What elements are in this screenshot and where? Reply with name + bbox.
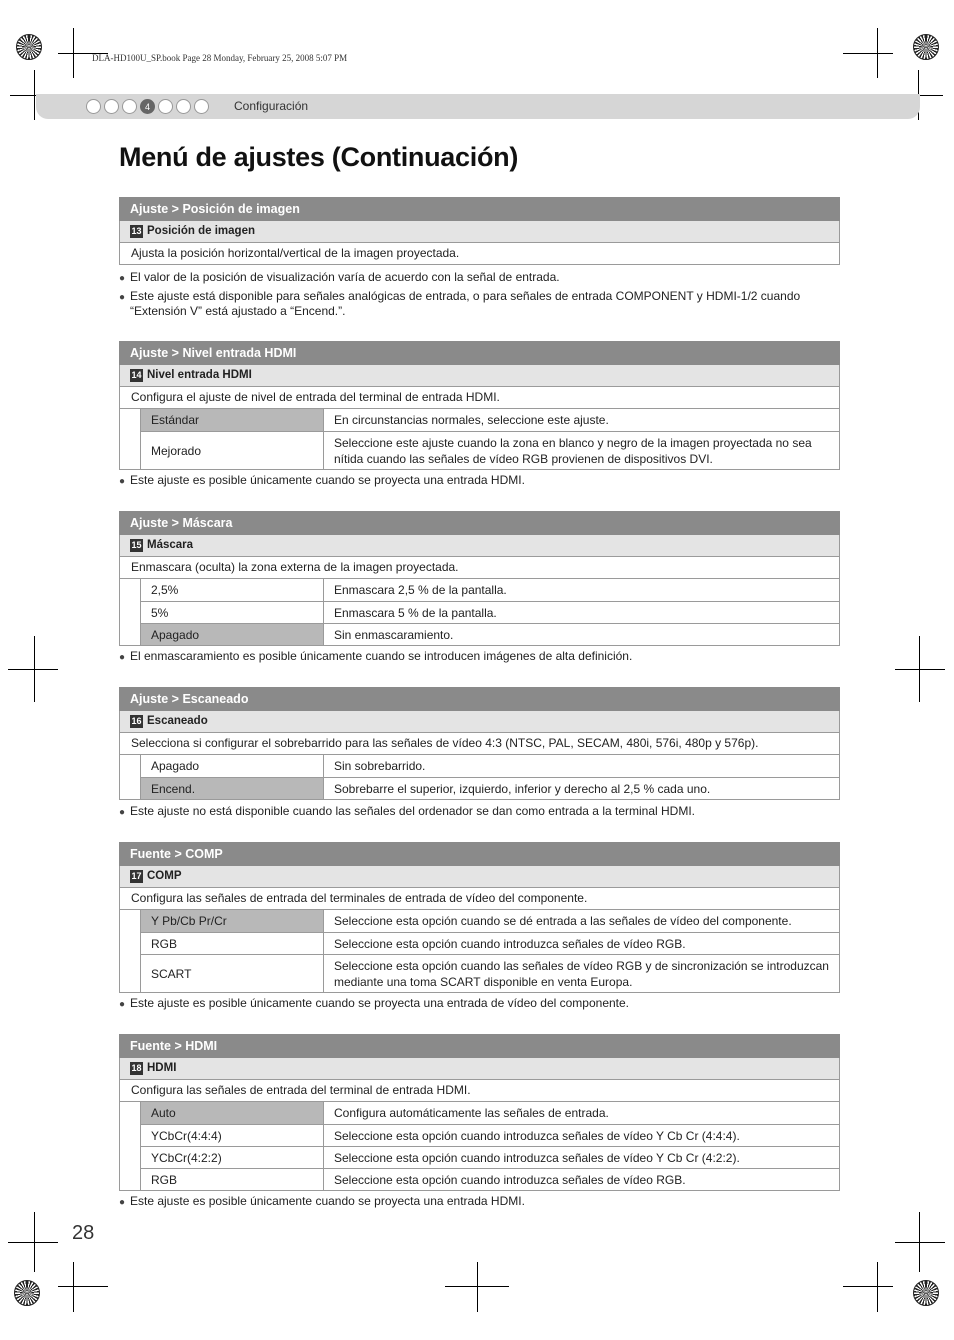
section-item [119,866,840,888]
item-number-badge: 18 [131,1063,142,1073]
print-info: DLA-HD100U_SP.book Page 28 Monday, February 25, 2008 5:07 PM [92,53,348,63]
option-row [140,623,839,645]
option-description: Seleccione esta opción cuando introduzca señales de vídeo RGB. [334,1172,686,1187]
option-name: Apagado [141,624,324,645]
option-description: Seleccione esta opción cuando se dé entrada a las señales de vídeo del componente. [334,914,792,928]
registration-mark-bottom-left [14,1280,40,1306]
item-number-badge: 17 [131,871,142,881]
bullet-icon: ● [119,999,126,1010]
section-header: Fuente > COMP [119,842,840,866]
section-header: Ajuste > Nivel entrada HDMI [119,341,840,365]
section-nivel-entrada-hdmi [119,341,840,470]
option-row [140,601,839,623]
chapter-dot-current: 4 [140,99,155,114]
option-name: Encend. [141,778,324,799]
option-description: Enmascara 5 % de la pantalla. [334,605,497,620]
registration-mark-top-left [16,34,42,60]
section-notes [119,649,849,668]
crop-line [73,28,74,78]
crop-line [877,28,878,78]
option-row [140,1124,839,1146]
section-header: Ajuste > Escaneado [119,687,840,711]
bullet-icon: ● [119,652,126,663]
options-table [119,910,840,993]
option-name: YCbCr(4:4:4) [141,1125,324,1146]
section-item [119,365,840,387]
section-header: Ajuste > Máscara [119,511,840,535]
option-row [140,777,839,799]
chapter-name: Configuración [234,99,309,113]
crop-line [58,1286,108,1287]
crop-line [73,1262,74,1312]
option-row [140,954,839,992]
registration-mark-bottom-right [913,1280,939,1306]
bullet-icon: ● [119,476,126,487]
option-description: Seleccione esta opción cuando introduzca señales de vídeo Y Cb Cr (4:4:4). [334,1128,740,1143]
crop-line [34,1212,35,1272]
section-item [119,221,840,243]
option-description: Sin sobrebarrido. [334,759,426,773]
item-number-badge: 13 [131,226,142,236]
chapter-dot [122,99,137,114]
option-description: Sobrebarre el superior, izquierdo, inferior y derecho al 2,5 % cada uno. [334,781,711,796]
section-header: Ajuste > Posición de imagen [119,197,840,221]
section-header: Fuente > HDMI [119,1034,840,1058]
section-notes [119,996,849,1015]
bullet-icon: ● [119,807,126,818]
crop-line [8,1242,58,1243]
crop-line [477,1262,478,1312]
crop-line [843,53,893,54]
item-label: Posición de imagen [147,225,255,237]
note-text: El enmascaramiento es posible únicamente cuando se introducen imágenes de alta definición. [130,649,633,663]
option-name: RGB [141,933,324,954]
crop-line [8,669,58,670]
section-comp [119,842,840,993]
crop-line [34,636,35,702]
note-text: Este ajuste es posible únicamente cuando se proyecta una entrada de vídeo del componente. [130,996,630,1010]
bullet-icon: ● [119,291,126,303]
option-name: YCbCr(4:2:2) [141,1147,324,1168]
option-row [140,910,839,932]
section-mascara [119,511,840,646]
note-text: Este ajuste está disponible para señales analógicas de entrada, o para señales de entrada COMPONENT y HDMI-1/2 cuando “Extensión V” está ajustado a “Encend.”. [130,288,801,318]
page-number: 28 [72,1222,95,1244]
chapter-progress [86,99,209,114]
option-description: Configura automáticamente las señales de entrada. [334,1106,609,1120]
crop-line [843,1286,893,1287]
page-title: Menú de ajustes (Continuación) [119,142,519,172]
section-item [119,1058,840,1080]
chapter-dot [194,99,209,114]
option-description: Enmascara 2,5 % de la pantalla. [334,583,507,597]
section-description: Configura el ajuste de nivel de entrada del terminal de entrada HDMI. [119,387,840,409]
section-escaneado [119,687,840,800]
section-notes [119,473,849,492]
chapter-dot [86,99,101,114]
section-hdmi [119,1034,840,1191]
item-label: COMP [147,870,182,882]
options-table [119,755,840,800]
item-label: HDMI [147,1062,177,1074]
option-name: 5% [141,602,324,623]
section-item [119,711,840,733]
section-description: Ajusta la posición horizontal/vertical de la imagen proyectada. [119,243,840,265]
chapter-dot [176,99,191,114]
section-notes [119,270,849,322]
option-name: Mejorado [141,432,324,469]
options-table [119,1102,840,1191]
item-label: Nivel entrada HDMI [147,369,252,381]
option-description: En circunstancias normales, seleccione este ajuste. [334,413,609,427]
options-table [119,579,840,646]
option-name: Estándar [141,409,324,431]
option-name: SCART [141,955,324,992]
note [119,270,849,287]
section-notes [119,1194,849,1213]
option-row [140,932,839,954]
section-item [119,535,840,557]
section-description: Configura las señales de entrada del terminal de entrada HDMI. [119,1080,840,1102]
section-notes [119,804,849,823]
item-label: Escaneado [147,715,208,727]
option-name: Auto [141,1102,324,1124]
option-row [140,431,839,469]
option-name: Y Pb/Cb Pr/Cr [141,910,324,932]
option-description: Seleccione este ajuste cuando la zona en blanco y negro de la imagen proyectada no sea nítida cuando las señales de vídeo RGB provienen de dispositivos DVI. [334,435,812,466]
item-label: Máscara [147,539,194,551]
note [119,473,849,490]
option-row [140,1146,839,1168]
note [119,289,849,320]
option-row [140,1102,839,1124]
section-description: Configura las señales de entrada del terminales de entrada de vídeo del componente. [119,888,840,910]
registration-mark-top-right [913,34,939,60]
note-text: El valor de la posición de visualización varía de acuerdo con la señal de entrada. [130,270,560,284]
option-name: RGB [141,1169,324,1190]
crop-line [919,1212,920,1272]
item-number-badge: 14 [131,370,142,380]
option-row [140,409,839,431]
crop-line [877,1262,878,1312]
bullet-icon: ● [119,273,126,284]
section-description: Selecciona si configurar el sobrebarrido para las señales de vídeo 4:3 (NTSC, PAL, SECAM, 480i, 576i, 480p y 576p). [119,733,840,755]
chapter-bar [36,94,920,119]
note-text: Este ajuste es posible únicamente cuando se proyecta una entrada HDMI. [130,473,525,487]
option-name: 2,5% [141,579,324,601]
option-description: Seleccione esta opción cuando introduzca señales de vídeo Y Cb Cr (4:2:2). [334,1150,740,1165]
note [119,649,849,666]
crop-line [895,1242,945,1243]
chapter-dot [104,99,119,114]
crop-line [34,70,35,120]
note-text: Este ajuste es posible únicamente cuando se proyecta una entrada HDMI. [130,1194,525,1208]
section-posicion-imagen [119,197,840,265]
option-row [140,579,839,601]
option-description: Sin enmascaramiento. [334,627,454,642]
option-row [140,1168,839,1190]
crop-line [919,636,920,702]
chapter-dot [158,99,173,114]
bullet-icon: ● [119,1197,126,1208]
option-description: Seleccione esta opción cuando introduzca señales de vídeo RGB. [334,936,686,951]
option-name: Apagado [141,755,324,777]
note [119,804,849,821]
crop-line [895,669,945,670]
note [119,996,849,1013]
item-number-badge: 15 [131,540,142,550]
note [119,1194,849,1211]
section-description: Enmascara (oculta) la zona externa de la imagen proyectada. [119,557,840,579]
option-description: Seleccione esta opción cuando las señales de vídeo RGB y de sincronización se introduzcan mediante una toma SCART disponible en venta Europa. [334,958,829,989]
note-text: Este ajuste no está disponible cuando las señales del ordenador se dan como entrada a la terminal HDMI. [130,804,696,818]
option-row [140,755,839,777]
item-number-badge: 16 [131,716,142,726]
options-table [119,409,840,470]
